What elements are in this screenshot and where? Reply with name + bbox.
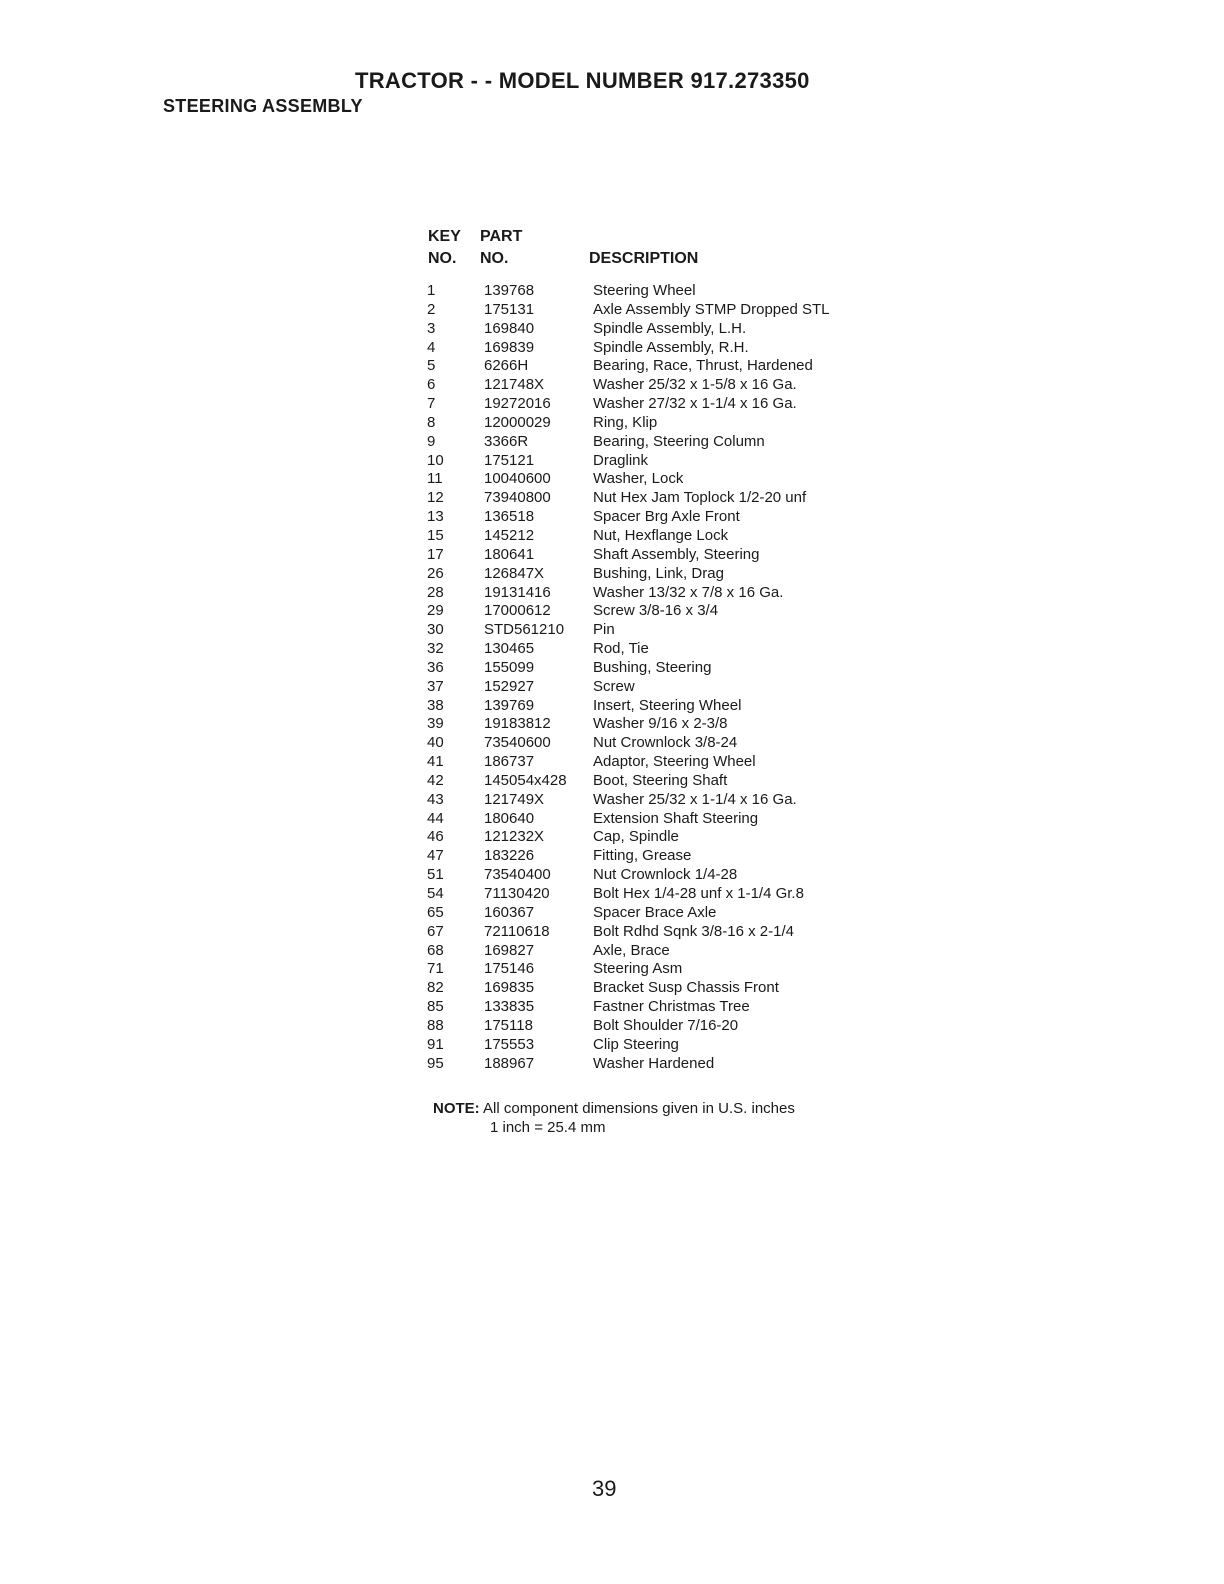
key-number: 37	[427, 677, 444, 695]
key-number: 7	[427, 395, 436, 413]
part-description: Washer 9/16 x 2-3/8	[593, 715, 728, 733]
part-description: Rod, Tie	[593, 640, 649, 658]
part-description: Bushing, Link, Drag	[593, 564, 724, 582]
table-row	[427, 923, 897, 942]
part-description: Spindle Assembly, R.H.	[593, 338, 749, 356]
table-row	[427, 753, 897, 772]
table-row	[427, 885, 897, 904]
part-number: 130465	[484, 640, 535, 658]
key-number: 43	[427, 790, 444, 808]
part-description: Clip Steering	[593, 1035, 679, 1053]
key-number: 9	[427, 432, 436, 450]
key-number: 54	[427, 885, 444, 902]
note	[433, 1100, 795, 1117]
part-description: Washer 25/32 x 1-5/8 x 16 Ga.	[593, 376, 797, 394]
table-row	[427, 339, 897, 358]
part-description: Washer 27/32 x 1-1/4 x 16 Ga.	[593, 395, 797, 413]
section-title: STEERING ASSEMBLY	[163, 96, 363, 116]
table-row	[427, 640, 897, 659]
table-row	[427, 621, 897, 640]
part-number: 3366R	[484, 432, 529, 450]
key-number: 95	[427, 1054, 444, 1072]
note-label: NOTE:	[433, 1100, 480, 1117]
part-number: 175121	[484, 451, 535, 469]
part-description: Bolt Shoulder 7/16-20	[593, 1016, 739, 1034]
part-description: Bushing, Steering	[593, 658, 712, 676]
table-row	[427, 904, 897, 923]
part-number: 169835	[484, 979, 535, 997]
part-description: Washer 13/32 x 7/8 x 16 Ga.	[593, 583, 784, 601]
part-description: Extension Shaft Steering	[593, 809, 759, 827]
part-number: 12000029	[484, 413, 551, 431]
part-number: 136518	[484, 508, 535, 526]
part-description: Screw 3/8-16 x 3/4	[593, 602, 719, 620]
part-number: 186737	[484, 753, 535, 771]
key-number: 47	[427, 847, 444, 865]
table-row	[427, 866, 897, 885]
key-number: 17	[427, 545, 444, 563]
table-row	[427, 998, 897, 1017]
table-row	[427, 602, 897, 621]
table-row	[427, 960, 897, 979]
part-number: 169840	[484, 319, 535, 337]
part-description: Draglink	[593, 451, 649, 469]
key-number: 1	[427, 282, 436, 299]
key-number: 32	[427, 640, 444, 658]
part-number: 139768	[484, 282, 535, 299]
key-number: 39	[427, 715, 444, 733]
table-row	[427, 734, 897, 753]
table-row	[427, 489, 897, 508]
key-number: 10	[427, 451, 444, 469]
key-number: 40	[427, 734, 444, 752]
part-description: Bolt Hex 1/4-28 unf x 1-1/4 Gr.8	[593, 885, 804, 902]
table-row	[427, 433, 897, 452]
part-description: Adaptor, Steering Wheel	[593, 753, 756, 771]
key-number: 46	[427, 828, 444, 846]
key-number: 85	[427, 998, 444, 1016]
part-number: 121232X	[484, 828, 545, 846]
part-number: 180640	[484, 809, 535, 827]
table-row	[427, 847, 897, 866]
table-row	[427, 1036, 897, 1055]
header-part-line1: PART	[480, 228, 523, 245]
table-row	[427, 508, 897, 527]
key-number: 6	[427, 376, 436, 394]
header-key-line2: NO.	[428, 250, 457, 267]
part-description: Bracket Susp Chassis Front	[593, 979, 779, 997]
part-description: Shaft Assembly, Steering	[593, 545, 760, 563]
part-number: 73540600	[484, 734, 551, 752]
part-number: 145054x428	[484, 771, 567, 789]
part-description: Ring, Klip	[593, 413, 658, 431]
key-number: 26	[427, 564, 444, 582]
part-description: Washer, Lock	[593, 470, 684, 488]
table-row	[427, 470, 897, 489]
table-row	[427, 565, 897, 584]
key-number: 67	[427, 922, 444, 940]
part-description: Boot, Steering Shaft	[593, 771, 728, 789]
parts-list	[427, 282, 897, 1073]
table-row	[427, 772, 897, 791]
part-description: Axle, Brace	[593, 941, 670, 959]
key-number: 13	[427, 508, 444, 526]
header-description: DESCRIPTION	[589, 250, 699, 267]
part-description: Pin	[593, 621, 615, 639]
part-description: Fastner Christmas Tree	[593, 998, 750, 1016]
table-row	[427, 320, 897, 339]
key-number: 15	[427, 526, 444, 544]
part-number: 72110618	[484, 922, 550, 940]
part-number: 175118	[484, 1016, 533, 1034]
part-description: Nut, Hexflange Lock	[593, 526, 729, 544]
part-number: 73940800	[484, 489, 551, 507]
part-number: 73540400	[484, 866, 551, 884]
part-number: 180641	[484, 545, 535, 563]
key-number: 2	[427, 300, 436, 318]
part-description: Nut Crownlock 3/8-24	[593, 734, 738, 752]
part-description: Insert, Steering Wheel	[593, 696, 742, 714]
header-key-line1: KEY	[428, 228, 461, 245]
part-description: Nut Hex Jam Toplock 1/2-20 unf	[593, 489, 807, 507]
key-number: 29	[427, 602, 444, 620]
table-row	[427, 715, 897, 734]
table-row	[427, 527, 897, 546]
part-description: Nut Crownlock 1/4-28	[593, 866, 738, 884]
part-number: 175146	[484, 960, 535, 978]
part-number: 17000612	[484, 602, 551, 620]
table-row	[427, 282, 897, 301]
table-row	[427, 414, 897, 433]
part-number: 121749X	[484, 790, 545, 808]
part-number: 155099	[484, 658, 535, 676]
key-number: 36	[427, 658, 444, 676]
table-row	[427, 810, 897, 829]
part-number: 19131416	[484, 583, 551, 601]
part-description: Spacer Brg Axle Front	[593, 508, 740, 526]
key-number: 65	[427, 903, 444, 921]
part-description: Steering Asm	[593, 960, 683, 978]
part-number: 169827	[484, 941, 535, 959]
part-description: Spindle Assembly, L.H.	[593, 319, 747, 337]
part-description: Screw	[593, 677, 635, 695]
page-number: 39	[592, 1476, 617, 1501]
table-row	[427, 452, 897, 471]
key-number: 38	[427, 696, 444, 714]
part-number: 10040600	[484, 470, 551, 488]
key-number: 82	[427, 979, 444, 997]
table-row	[427, 357, 897, 376]
part-number: 183226	[484, 847, 535, 865]
part-number: 175553	[484, 1035, 535, 1053]
part-description: Bearing, Steering Column	[593, 432, 765, 450]
part-description: Steering Wheel	[593, 282, 696, 299]
part-number: 121748X	[484, 376, 545, 394]
table-row	[427, 942, 897, 961]
key-number: 11	[427, 470, 443, 488]
table-row	[427, 1017, 897, 1036]
table-row	[427, 301, 897, 320]
table-row	[427, 584, 897, 603]
table-row	[427, 659, 897, 678]
key-number: 30	[427, 621, 444, 639]
key-number: 5	[427, 357, 436, 375]
key-number: 71	[427, 960, 444, 978]
header-part-line2: NO.	[480, 250, 509, 267]
table-row	[427, 376, 897, 395]
note-text: All component dimensions given in U.S. inches	[483, 1100, 795, 1117]
key-number: 3	[427, 319, 436, 337]
part-description: Bolt Rdhd Sqnk 3/8-16 x 2-1/4	[593, 922, 794, 940]
part-description: Fitting, Grease	[593, 847, 692, 865]
key-number: 28	[427, 583, 444, 601]
key-number: 8	[427, 413, 436, 431]
table-row	[427, 546, 897, 565]
table-row	[427, 697, 897, 716]
part-number: 19183812	[484, 715, 551, 733]
part-number: 133835	[484, 998, 535, 1016]
note-conversion: 1 inch = 25.4 mm	[490, 1119, 606, 1136]
key-number: 68	[427, 941, 444, 959]
key-number: 91	[427, 1035, 444, 1053]
table-row	[427, 979, 897, 998]
key-number: 44	[427, 809, 444, 827]
table-row	[427, 791, 897, 810]
table-row	[427, 828, 897, 847]
key-number: 41	[427, 753, 444, 771]
key-number: 12	[427, 489, 444, 507]
part-description: Cap, Spindle	[593, 828, 679, 846]
table-row	[427, 395, 897, 414]
key-number: 51	[427, 866, 444, 884]
part-description: Axle Assembly STMP Dropped STL	[593, 300, 830, 318]
part-number: 139769	[484, 696, 535, 714]
part-number: 160367	[484, 903, 535, 921]
key-number: 4	[427, 338, 436, 356]
part-description: Washer Hardened	[593, 1054, 715, 1072]
table-row	[427, 678, 897, 697]
part-description: Washer 25/32 x 1-1/4 x 16 Ga.	[593, 790, 797, 808]
table-row	[427, 1055, 897, 1074]
part-number: 71130420	[484, 885, 550, 902]
part-number: 6266H	[484, 357, 529, 375]
part-number: 19272016	[484, 395, 551, 413]
part-number: STD561210	[484, 621, 565, 639]
part-description: Bearing, Race, Thrust, Hardened	[593, 357, 813, 375]
part-number: 152927	[484, 677, 535, 695]
part-number: 126847X	[484, 564, 545, 582]
part-number: 145212	[484, 526, 535, 544]
page-title: TRACTOR - - MODEL NUMBER 917.273350	[355, 68, 810, 93]
part-number: 169839	[484, 338, 535, 356]
part-number: 188967	[484, 1054, 535, 1072]
part-number: 175131	[484, 300, 535, 318]
key-number: 88	[427, 1016, 444, 1034]
part-description: Spacer Brace Axle	[593, 903, 717, 921]
key-number: 42	[427, 771, 444, 789]
